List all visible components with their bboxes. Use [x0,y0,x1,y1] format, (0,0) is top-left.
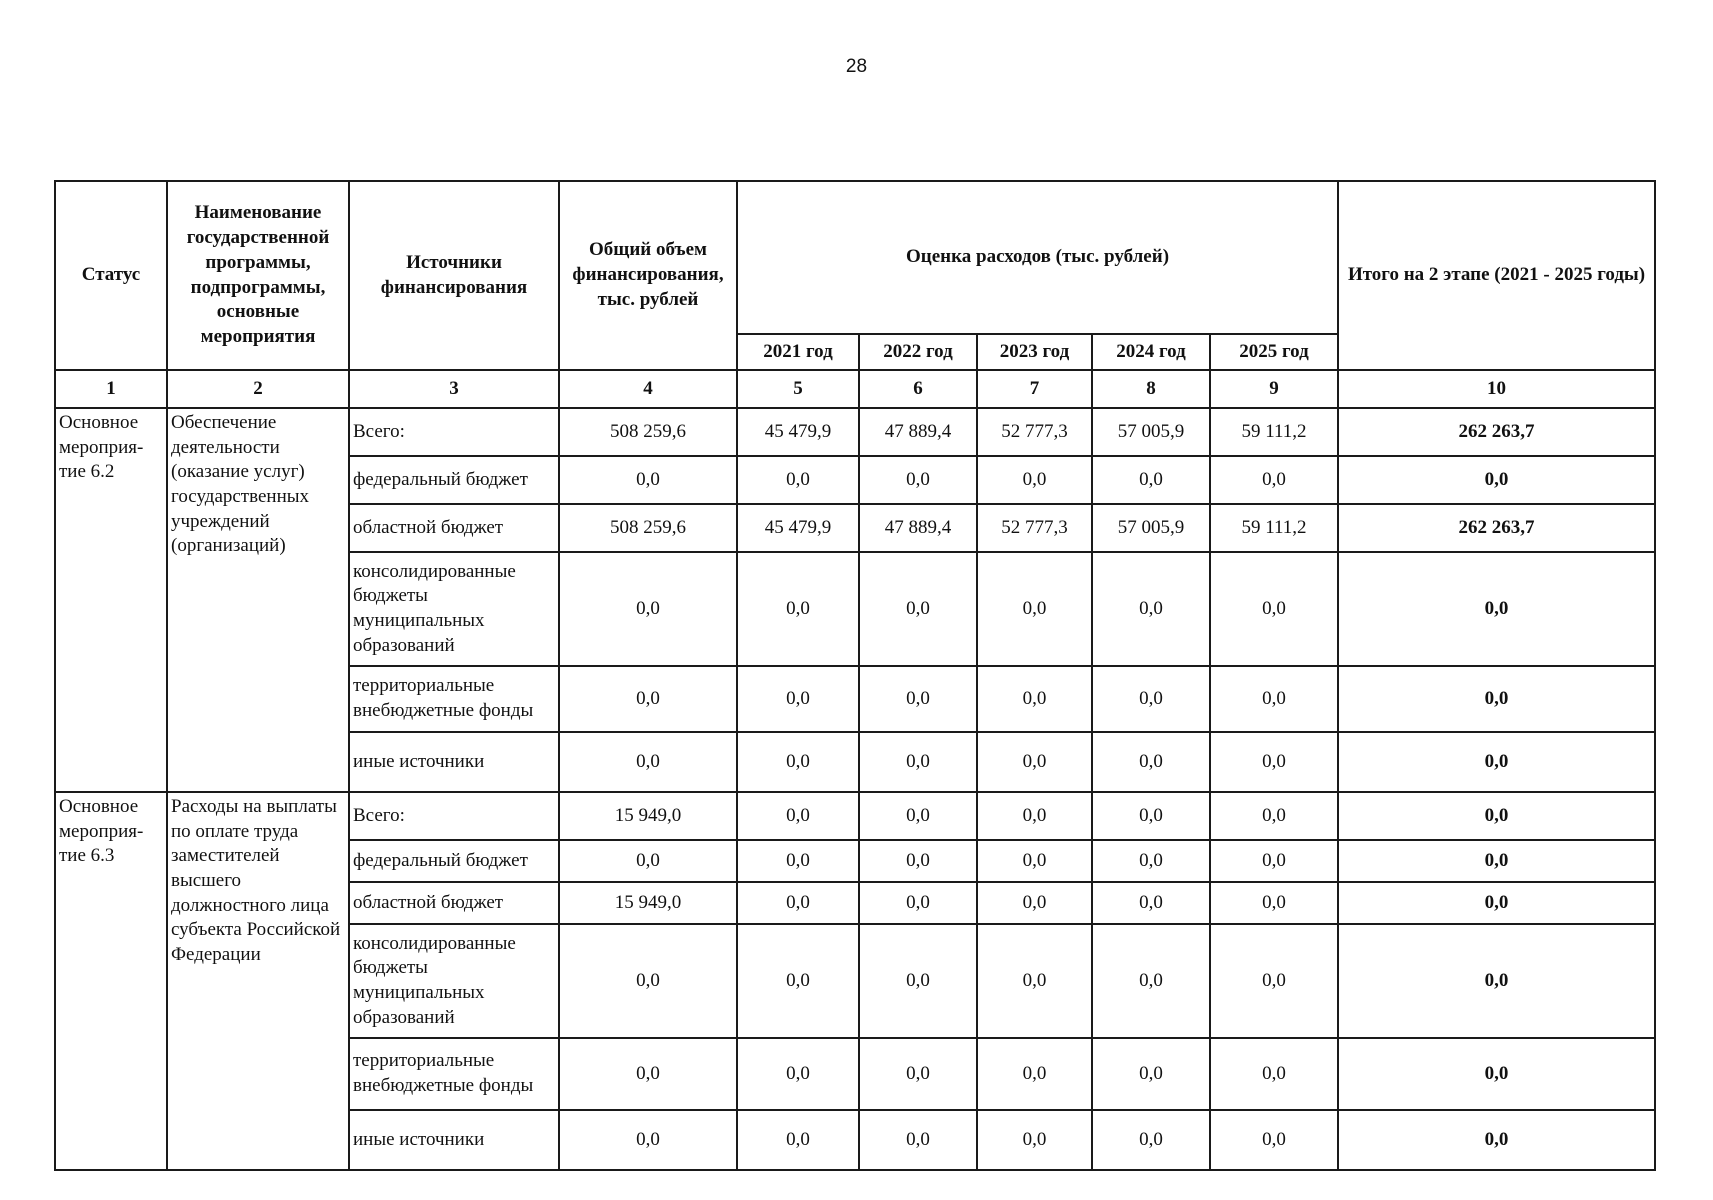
year-cell: 0,0 [859,840,977,882]
year-cell: 45 479,9 [737,408,859,456]
column-number: 3 [349,370,559,408]
year-cell: 0,0 [977,792,1092,840]
year-cell: 47 889,4 [859,504,977,552]
year-cell: 0,0 [859,552,977,666]
year-cell: 0,0 [977,840,1092,882]
source-label: федеральный бюджет [349,840,559,882]
year-cell: 0,0 [1210,732,1338,792]
source-label: областной бюджет [349,504,559,552]
total-volume-cell: 0,0 [559,666,737,732]
page-number: 28 [845,56,868,77]
header-total-volume: Общий объем финансирования, тыс. рублей [559,181,737,370]
header-row [55,181,1655,334]
year-cell: 0,0 [977,552,1092,666]
section-name: Расходы на выплаты по оплате труда заместителей высшего должностного лица субъекта Российской Федерации [167,792,349,1170]
stage-total-cell: 0,0 [1338,732,1655,792]
year-cell: 0,0 [859,666,977,732]
year-cell: 0,0 [1092,882,1210,924]
year-cell: 0,0 [859,792,977,840]
stage-total-cell: 0,0 [1338,924,1655,1038]
year-cell: 0,0 [1210,552,1338,666]
year-cell: 0,0 [1092,456,1210,504]
source-label: Всего: [349,408,559,456]
table-row [55,792,1655,840]
year-cell: 0,0 [1092,666,1210,732]
year-cell: 0,0 [1092,1110,1210,1170]
year-cell: 0,0 [1092,552,1210,666]
year-cell: 52 777,3 [977,504,1092,552]
stage-total-cell: 0,0 [1338,1038,1655,1110]
stage-total-cell: 0,0 [1338,666,1655,732]
section-name: Обеспечение деятельности (оказание услуг) государственных учреждений (организаций) [167,408,349,792]
year-cell: 0,0 [737,456,859,504]
header-status: Статус [55,181,167,370]
year-cell: 0,0 [859,456,977,504]
year-cell: 52 777,3 [977,408,1092,456]
column-number: 9 [1210,370,1338,408]
header-sources: Источники финансирования [349,181,559,370]
year-cell: 0,0 [737,666,859,732]
source-label: федеральный бюджет [349,456,559,504]
source-label: областной бюджет [349,882,559,924]
header-stage-total: Итого на 2 этапе (2021 - 2025 годы) [1338,181,1655,370]
total-volume-cell: 0,0 [559,924,737,1038]
year-cell: 0,0 [859,924,977,1038]
source-label: территориальные внебюджетные фонды [349,666,559,732]
year-cell: 0,0 [977,924,1092,1038]
year-cell: 0,0 [977,666,1092,732]
financing-table [54,180,1656,1171]
year-cell: 0,0 [859,732,977,792]
column-number: 4 [559,370,737,408]
year-cell: 0,0 [1210,882,1338,924]
year-cell: 0,0 [977,1110,1092,1170]
stage-total-cell: 0,0 [1338,456,1655,504]
header-year: 2021 год [737,334,859,370]
column-number: 5 [737,370,859,408]
stage-total-cell: 0,0 [1338,552,1655,666]
total-volume-cell: 508 259,6 [559,504,737,552]
total-volume-cell: 508 259,6 [559,408,737,456]
table-row [55,408,1655,456]
section-status: Основное мероприя-тие 6.3 [55,792,167,1170]
total-volume-cell: 0,0 [559,552,737,666]
year-cell: 0,0 [859,882,977,924]
total-volume-cell: 15 949,0 [559,792,737,840]
year-cell: 57 005,9 [1092,408,1210,456]
source-label: Всего: [349,792,559,840]
year-cell: 0,0 [1210,456,1338,504]
year-cell: 0,0 [1092,1038,1210,1110]
year-cell: 57 005,9 [1092,504,1210,552]
column-number: 10 [1338,370,1655,408]
year-cell: 47 889,4 [859,408,977,456]
year-cell: 0,0 [1210,924,1338,1038]
year-cell: 0,0 [1210,666,1338,732]
year-cell: 0,0 [1092,924,1210,1038]
year-cell: 0,0 [737,1110,859,1170]
stage-total-cell: 0,0 [1338,792,1655,840]
total-volume-cell: 0,0 [559,1110,737,1170]
year-cell: 59 111,2 [1210,504,1338,552]
column-number-row [55,370,1655,408]
stage-total-cell: 0,0 [1338,882,1655,924]
source-label: территориальные внебюджетные фонды [349,1038,559,1110]
total-volume-cell: 0,0 [559,456,737,504]
year-cell: 0,0 [737,732,859,792]
total-volume-cell: 0,0 [559,840,737,882]
stage-total-cell: 0,0 [1338,840,1655,882]
header-year: 2025 год [1210,334,1338,370]
year-cell: 45 479,9 [737,504,859,552]
year-cell: 0,0 [1092,840,1210,882]
year-cell: 0,0 [1092,792,1210,840]
year-cell: 0,0 [977,732,1092,792]
year-cell: 0,0 [737,882,859,924]
stage-total-cell: 0,0 [1338,1110,1655,1170]
total-volume-cell: 0,0 [559,732,737,792]
year-cell: 0,0 [737,552,859,666]
header-estimate: Оценка расходов (тыс. рублей) [737,181,1338,334]
year-cell: 0,0 [737,1038,859,1110]
source-label: иные источники [349,1110,559,1170]
year-cell: 0,0 [1210,840,1338,882]
year-cell: 0,0 [977,456,1092,504]
year-cell: 0,0 [1092,732,1210,792]
stage-total-cell: 262 263,7 [1338,504,1655,552]
section-status: Основное мероприя-тие 6.2 [55,408,167,792]
year-cell: 0,0 [737,840,859,882]
column-number: 2 [167,370,349,408]
header-year: 2022 год [859,334,977,370]
column-number: 8 [1092,370,1210,408]
year-cell: 0,0 [859,1038,977,1110]
column-number: 6 [859,370,977,408]
stage-total-cell: 262 263,7 [1338,408,1655,456]
header-year: 2024 год [1092,334,1210,370]
header-name: Наименование государственной программы, подпрограммы, основные мероприятия [167,181,349,370]
total-volume-cell: 0,0 [559,1038,737,1110]
year-cell: 59 111,2 [1210,408,1338,456]
source-label: консолидированные бюджеты муниципальных образований [349,552,559,666]
column-number: 7 [977,370,1092,408]
year-cell: 0,0 [737,924,859,1038]
source-label: консолидированные бюджеты муниципальных образований [349,924,559,1038]
header-year: 2023 год [977,334,1092,370]
total-volume-cell: 15 949,0 [559,882,737,924]
year-cell: 0,0 [859,1110,977,1170]
year-cell: 0,0 [1210,1038,1338,1110]
year-cell: 0,0 [1210,792,1338,840]
year-cell: 0,0 [977,882,1092,924]
year-cell: 0,0 [737,792,859,840]
column-number: 1 [55,370,167,408]
source-label: иные источники [349,732,559,792]
year-cell: 0,0 [1210,1110,1338,1170]
year-cell: 0,0 [977,1038,1092,1110]
